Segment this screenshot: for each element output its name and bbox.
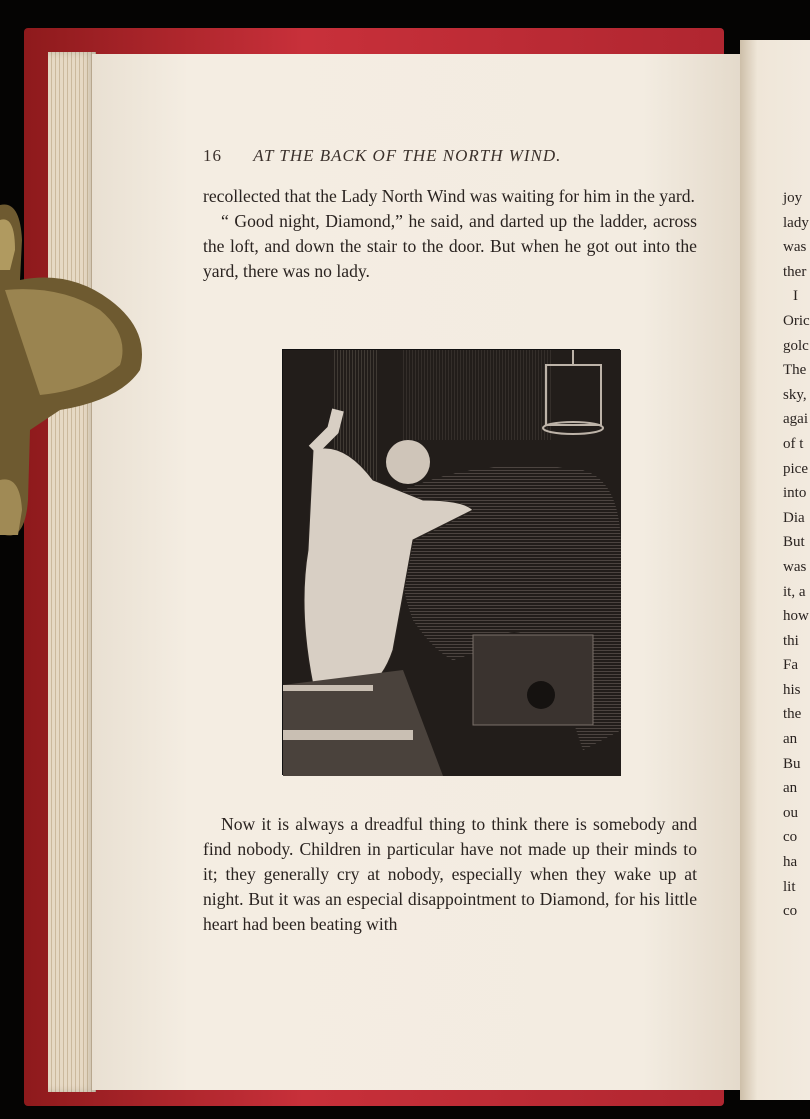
paragraph: recollected that the Lady North Wind was waiting for him in the yard. [203,186,695,206]
facing-page-line: ha [783,854,798,871]
facing-page-line: Bu [783,755,801,772]
facing-page-line: thi [783,632,799,649]
facing-page-line: was [783,558,807,575]
facing-page-line: his [783,681,801,698]
facing-page-line: the [783,706,802,723]
facing-page-line: co [783,903,798,920]
facing-page-line: golc [783,337,809,354]
facing-page-line: of t [783,435,804,452]
facing-page-line: agai [783,411,808,428]
brass-book-clasp [0,200,148,540]
facing-page-line: ther [783,263,807,280]
facing-page-line: an [783,731,798,748]
text-block-bottom [203,812,697,937]
facing-page-text [783,186,810,924]
facing-page-line: Fa [783,657,798,674]
facing-page-line: ou [783,804,798,821]
facing-page-line: was [783,239,807,256]
running-header [203,146,703,166]
facing-page-line: Oric [783,312,810,329]
page-number: 16 [203,146,222,165]
running-head-title: AT THE BACK OF THE NORTH WIND. [253,146,562,165]
facing-page-line: an [783,780,798,797]
facing-page-line: how [783,608,809,625]
paragraph: Now it is always a dreadful thing to think there is somebody and find nobody. Children in particular have not made up their minds to it; they generally cry at nobody, especially when they wake up at night. But it was an especial disappointment to Diamond, for his little heart had been beating with [203,814,697,934]
facing-page-line: The [783,362,807,379]
facing-page-line: Dia [783,509,805,526]
facing-page-line: into [783,485,807,502]
facing-page-line: sky, [783,386,807,403]
facing-page-line: joy [783,190,803,206]
paragraph: “ Good night, Diamond,” he said, and darted up the ladder, across the loft, and down the stair to the door. But when he got out into the yard, there was no lady. [203,211,697,281]
facing-page-line: But [783,534,805,551]
facing-page-line: pice [783,460,808,477]
facing-page-line: lit [783,878,796,895]
engraving-illustration [282,349,620,775]
text-block-top [203,184,697,284]
facing-page-line: it, a [783,583,806,600]
facing-page-line: co [783,829,798,846]
facing-page-line: I [793,288,798,305]
facing-page-line: lady [783,214,809,231]
